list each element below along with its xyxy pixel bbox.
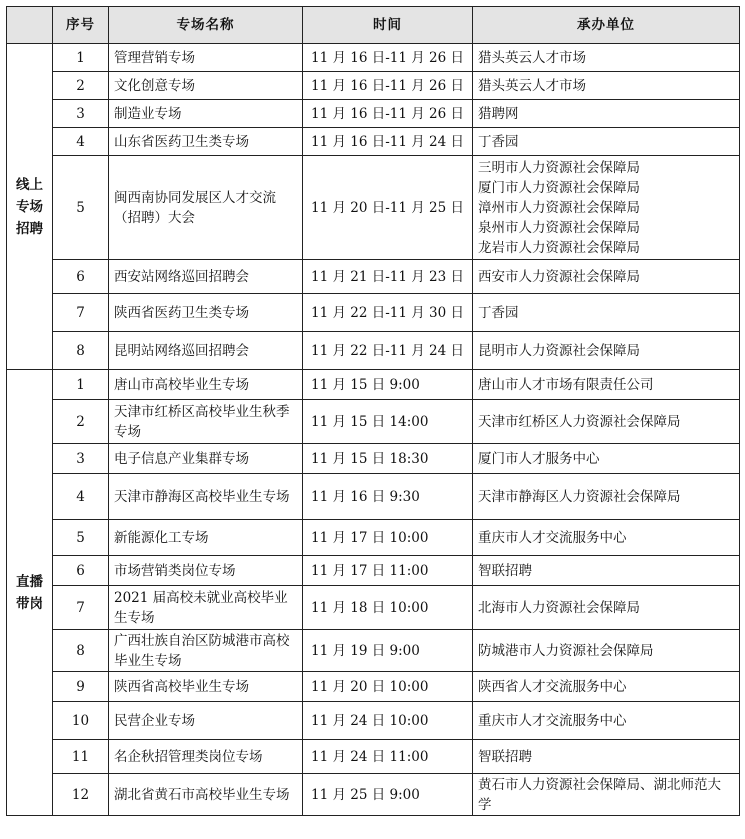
table-row [7,100,740,128]
row-number: 8 [53,630,109,672]
session-name: 西安站网络巡回招聘会 [109,260,303,294]
session-name: 广西壮族自治区防城港市高校毕业生专场 [109,630,303,672]
organizer [473,556,740,586]
organizer [473,740,740,774]
table-row [7,702,740,740]
organizer-line: 龙岩市人力资源社会保障局 [478,239,640,256]
header-time: 时间 [303,7,473,44]
row-number: 6 [53,556,109,586]
session-name: 名企秋招管理类岗位专场 [109,740,303,774]
session-name: 闽西南协同发展区人才交流（招聘）大会 [109,156,303,260]
session-name: 天津市静海区高校毕业生专场 [109,474,303,520]
organizer-line: 陕西省人才交流服务中心 [478,678,627,695]
organizer [473,44,740,72]
session-name: 山东省医药卫生类专场 [109,128,303,156]
organizer-line: 智联招聘 [478,748,532,765]
organizer [473,672,740,702]
category-label-line: 招聘 [16,220,43,237]
session-time: 11 月 24 日 10:00 [303,702,473,740]
row-number: 4 [53,474,109,520]
table-row [7,44,740,72]
table-row [7,630,740,672]
session-name: 新能源化工专场 [109,520,303,556]
session-time: 11 月 22 日-11 月 30 日 [303,294,473,332]
session-time: 11 月 15 日 9:00 [303,370,473,400]
category-online-recruitment [7,44,53,370]
table-row [7,740,740,774]
session-time: 11 月 16 日 9:30 [303,474,473,520]
organizer-line: 昆明市人力资源社会保障局 [478,342,640,359]
session-name: 制造业专场 [109,100,303,128]
organizer-line: 丁香园 [478,304,519,321]
session-name: 陕西省高校毕业生专场 [109,672,303,702]
row-number: 9 [53,672,109,702]
row-number: 1 [53,44,109,72]
header-category [7,7,53,44]
session-time: 11 月 16 日-11 月 26 日 [303,100,473,128]
session-time: 11 月 21 日-11 月 23 日 [303,260,473,294]
organizer [473,630,740,672]
organizer-line: 重庆市人才交流服务中心 [478,529,627,546]
session-name: 唐山市高校毕业生专场 [109,370,303,400]
job-fair-schedule-table [6,6,740,816]
row-number: 7 [53,586,109,630]
session-name: 管理营销专场 [109,44,303,72]
table-body [7,44,740,816]
session-time: 11 月 17 日 11:00 [303,556,473,586]
session-name: 昆明站网络巡回招聘会 [109,332,303,370]
organizer [473,444,740,474]
row-number: 2 [53,72,109,100]
organizer [473,400,740,444]
row-number: 6 [53,260,109,294]
session-name: 2021 届高校未就业高校毕业生专场 [109,586,303,630]
organizer-line: 猎头英云人才市场 [478,49,586,66]
table-row [7,156,740,260]
session-name: 文化创意专场 [109,72,303,100]
table-row [7,586,740,630]
row-number: 3 [53,444,109,474]
organizer-line: 丁香园 [478,133,519,150]
header-number: 序号 [53,7,109,44]
row-number: 1 [53,370,109,400]
session-name: 民营企业专场 [109,702,303,740]
organizer [473,128,740,156]
row-number: 8 [53,332,109,370]
organizer [473,586,740,630]
session-time: 11 月 15 日 18:30 [303,444,473,474]
session-time: 11 月 18 日 10:00 [303,586,473,630]
organizer [473,100,740,128]
session-time: 11 月 20 日-11 月 25 日 [303,156,473,260]
table-row [7,294,740,332]
organizer [473,156,740,260]
organizer-line: 厦门市人力资源社会保障局 [478,179,640,196]
organizer-line: 北海市人力资源社会保障局 [478,599,640,616]
session-time: 11 月 15 日 14:00 [303,400,473,444]
table-row [7,672,740,702]
session-name: 陕西省医药卫生类专场 [109,294,303,332]
organizer-line: 西安市人力资源社会保障局 [478,268,640,285]
organizer [473,332,740,370]
organizer [473,702,740,740]
organizer-line: 猎头英云人才市场 [478,77,586,94]
table-row [7,520,740,556]
table-row [7,444,740,474]
organizer [473,774,740,816]
category-livestream-jobs [7,370,53,816]
session-time: 11 月 19 日 9:00 [303,630,473,672]
row-number: 10 [53,702,109,740]
row-number: 7 [53,294,109,332]
row-number: 5 [53,156,109,260]
table-row [7,72,740,100]
header-session-name: 专场名称 [109,7,303,44]
table-row [7,400,740,444]
organizer [473,260,740,294]
organizer-line: 三明市人力资源社会保障局 [478,159,640,176]
session-time: 11 月 16 日-11 月 26 日 [303,72,473,100]
row-number: 4 [53,128,109,156]
organizer-line: 泉州市人力资源社会保障局 [478,219,640,236]
organizer-line: 重庆市人才交流服务中心 [478,712,627,729]
table-row [7,260,740,294]
row-number: 11 [53,740,109,774]
session-time: 11 月 22 日-11 月 24 日 [303,332,473,370]
session-name: 市场营销类岗位专场 [109,556,303,586]
session-name: 电子信息产业集群专场 [109,444,303,474]
organizer [473,474,740,520]
category-label-line: 专场 [16,198,43,215]
session-time: 11 月 17 日 10:00 [303,520,473,556]
organizer-line: 漳州市人力资源社会保障局 [478,199,640,216]
table-row [7,556,740,586]
session-time: 11 月 16 日-11 月 24 日 [303,128,473,156]
organizer [473,370,740,400]
organizer-line: 天津市红桥区人力资源社会保障局 [478,413,681,430]
organizer-line: 厦门市人才服务中心 [478,450,600,467]
session-time: 11 月 25 日 9:00 [303,774,473,816]
organizer [473,72,740,100]
table-row [7,332,740,370]
session-time: 11 月 24 日 11:00 [303,740,473,774]
organizer-line: 智联招聘 [478,562,532,579]
table-row [7,128,740,156]
row-number: 2 [53,400,109,444]
row-number: 5 [53,520,109,556]
table-row [7,474,740,520]
organizer [473,520,740,556]
organizer-line: 黄石市人力资源社会保障局、湖北师范大学 [478,776,721,813]
row-number: 12 [53,774,109,816]
organizer-line: 猎聘网 [478,105,519,122]
session-name: 湖北省黄石市高校毕业生专场 [109,774,303,816]
organizer-line: 防城港市人力资源社会保障局 [478,642,654,659]
category-label-line: 带岗 [16,595,43,612]
category-label-line: 线上 [16,176,43,193]
session-name: 天津市红桥区高校毕业生秋季专场 [109,400,303,444]
organizer-line: 唐山市人才市场有限责任公司 [478,376,654,393]
table-row [7,774,740,816]
header-organizer: 承办单位 [473,7,740,44]
session-time: 11 月 16 日-11 月 26 日 [303,44,473,72]
table-header-row [7,7,740,44]
table-row [7,370,740,400]
row-number: 3 [53,100,109,128]
session-time: 11 月 20 日 10:00 [303,672,473,702]
organizer [473,294,740,332]
organizer-line: 天津市静海区人力资源社会保障局 [478,488,681,505]
category-label-line: 直播 [16,573,43,590]
